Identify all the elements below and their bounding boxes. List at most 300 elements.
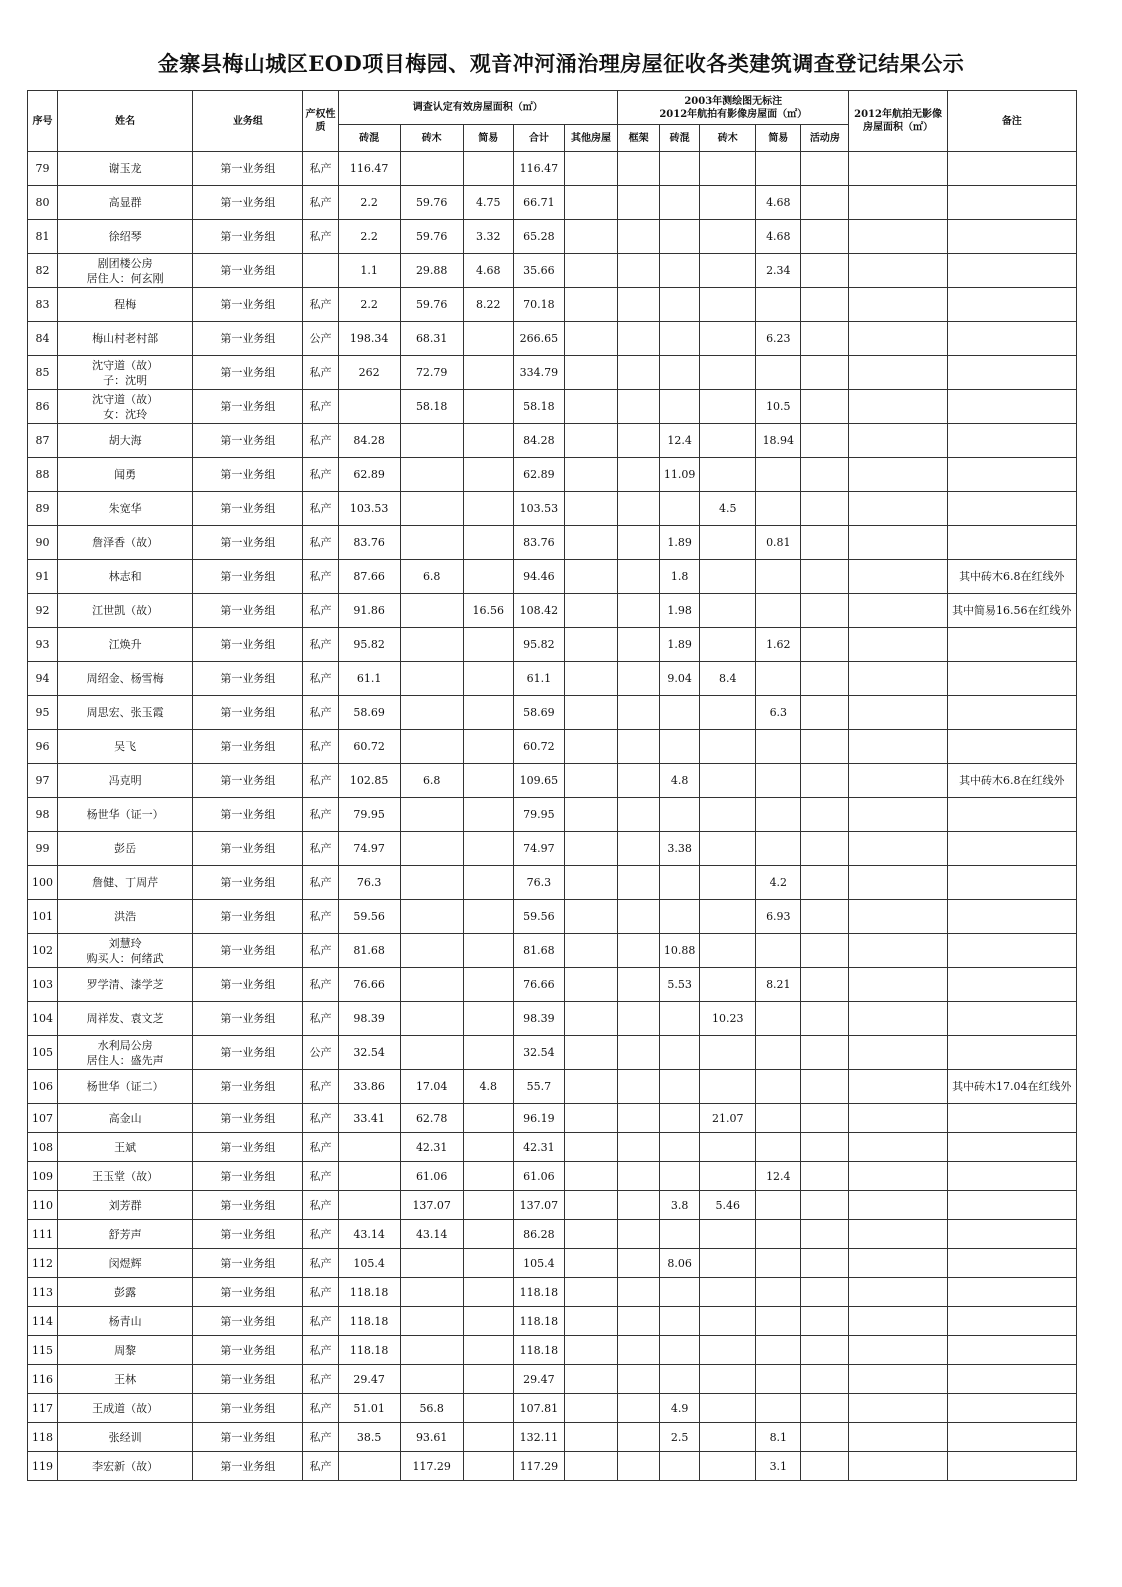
cell-map-brick-concrete [660, 254, 700, 288]
cell-group: 第一业务组 [193, 968, 303, 1002]
cell-survey-simple [463, 492, 513, 526]
cell-map-brick-concrete: 4.9 [660, 1394, 700, 1423]
cell-map-brick-concrete: 5.53 [660, 968, 700, 1002]
cell-map-frame [618, 1002, 660, 1036]
cell-property: 私产 [303, 1162, 338, 1191]
cell-survey-total: 118.18 [513, 1307, 564, 1336]
cell-remarks [947, 1394, 1076, 1423]
cell-survey-total: 84.28 [513, 424, 564, 458]
table-row [28, 1036, 1077, 1070]
cell-map-brick-concrete [660, 492, 700, 526]
cell-map-brick-concrete [660, 186, 700, 220]
cell-map-brick-concrete [660, 322, 700, 356]
cell-map-brick-wood [700, 1394, 756, 1423]
cell-survey-brick-concrete [338, 1191, 400, 1220]
cell-seq: 91 [28, 560, 58, 594]
cell-map-frame [618, 458, 660, 492]
cell-map-brick-wood [700, 1452, 756, 1481]
cell-map-simple [756, 662, 801, 696]
cell-map-frame [618, 934, 660, 968]
cell-name: 朱宽华 [58, 492, 193, 526]
cell-group: 第一业务组 [193, 900, 303, 934]
cell-survey-brick-wood [400, 832, 463, 866]
cell-survey-other [564, 1162, 617, 1191]
table-row [28, 1394, 1077, 1423]
cell-survey-total: 86.28 [513, 1220, 564, 1249]
cell-seq: 88 [28, 458, 58, 492]
table-row [28, 1307, 1077, 1336]
cell-survey-brick-wood [400, 696, 463, 730]
cell-property: 私产 [303, 866, 338, 900]
cell-map-brick-wood [700, 1036, 756, 1070]
table-row [28, 764, 1077, 798]
cell-survey-brick-wood [400, 900, 463, 934]
cell-map-brick-wood [700, 1133, 756, 1162]
cell-survey-brick-wood [400, 1249, 463, 1278]
cell-group: 第一业务组 [193, 424, 303, 458]
cell-survey-other [564, 1249, 617, 1278]
cell-map-mobile [801, 254, 849, 288]
cell-map-brick-wood [700, 594, 756, 628]
cell-group: 第一业务组 [193, 866, 303, 900]
cell-map-simple: 6.93 [756, 900, 801, 934]
cell-survey-brick-concrete: 2.2 [338, 288, 400, 322]
cell-survey-brick-wood [400, 1036, 463, 1070]
cell-survey-brick-concrete: 32.54 [338, 1036, 400, 1070]
cell-survey-simple [463, 866, 513, 900]
cell-map-brick-wood [700, 390, 756, 424]
cell-survey-other [564, 424, 617, 458]
cell-map-simple: 2.34 [756, 254, 801, 288]
cell-name: 王成道（故） [58, 1394, 193, 1423]
cell-map-mobile [801, 594, 849, 628]
cell-survey-brick-concrete: 61.1 [338, 662, 400, 696]
cell-map-brick-concrete [660, 1452, 700, 1481]
cell-survey-brick-wood: 117.29 [400, 1452, 463, 1481]
cell-survey-total: 95.82 [513, 628, 564, 662]
table-row [28, 1070, 1077, 1104]
table-row [28, 662, 1077, 696]
cell-map-frame [618, 254, 660, 288]
cell-survey-total: 32.54 [513, 1036, 564, 1070]
cell-survey-simple [463, 1002, 513, 1036]
cell-map-mobile [801, 356, 849, 390]
cell-map-brick-wood [700, 1070, 756, 1104]
cell-2012-no-image [849, 356, 947, 390]
table-row [28, 1002, 1077, 1036]
cell-map-simple [756, 1070, 801, 1104]
cell-map-brick-wood [700, 220, 756, 254]
cell-property: 私产 [303, 798, 338, 832]
cell-seq: 83 [28, 288, 58, 322]
cell-property: 私产 [303, 1365, 338, 1394]
cell-seq: 117 [28, 1394, 58, 1423]
cell-survey-brick-wood: 72.79 [400, 356, 463, 390]
cell-map-mobile [801, 220, 849, 254]
cell-survey-brick-wood [400, 492, 463, 526]
header-seq: 序号 [28, 91, 58, 152]
cell-survey-brick-wood [400, 458, 463, 492]
cell-map-brick-concrete: 8.06 [660, 1249, 700, 1278]
cell-2012-no-image [849, 866, 947, 900]
cell-map-brick-concrete: 9.04 [660, 662, 700, 696]
cell-name: 王斌 [58, 1133, 193, 1162]
cell-property: 私产 [303, 186, 338, 220]
cell-map-brick-concrete [660, 1070, 700, 1104]
cell-remarks [947, 730, 1076, 764]
cell-map-simple: 8.1 [756, 1423, 801, 1452]
cell-remarks [947, 628, 1076, 662]
cell-2012-no-image [849, 560, 947, 594]
cell-map-mobile [801, 1365, 849, 1394]
cell-map-brick-concrete [660, 1365, 700, 1394]
cell-remarks [947, 968, 1076, 1002]
cell-name: 水利局公房 居住人：盛先声 [58, 1036, 193, 1070]
cell-property: 私产 [303, 730, 338, 764]
cell-map-frame [618, 526, 660, 560]
cell-2012-no-image [849, 662, 947, 696]
cell-survey-simple [463, 526, 513, 560]
cell-group: 第一业务组 [193, 934, 303, 968]
cell-survey-brick-concrete: 105.4 [338, 1249, 400, 1278]
cell-map-brick-concrete [660, 1220, 700, 1249]
cell-survey-brick-wood [400, 152, 463, 186]
cell-remarks [947, 356, 1076, 390]
cell-survey-brick-concrete [338, 1133, 400, 1162]
cell-survey-total: 61.06 [513, 1162, 564, 1191]
cell-survey-simple [463, 832, 513, 866]
cell-remarks [947, 1002, 1076, 1036]
cell-2012-no-image [849, 526, 947, 560]
cell-survey-total: 65.28 [513, 220, 564, 254]
cell-property: 私产 [303, 594, 338, 628]
cell-survey-brick-wood [400, 594, 463, 628]
cell-group: 第一业务组 [193, 1336, 303, 1365]
cell-survey-brick-wood [400, 1336, 463, 1365]
cell-map-mobile [801, 492, 849, 526]
cell-survey-other [564, 1365, 617, 1394]
table-row [28, 356, 1077, 390]
cell-2012-no-image [849, 1133, 947, 1162]
cell-map-brick-wood: 4.5 [700, 492, 756, 526]
table-row [28, 866, 1077, 900]
table-row [28, 220, 1077, 254]
cell-map-mobile [801, 798, 849, 832]
cell-remarks [947, 1307, 1076, 1336]
header-survey-area: 调查认定有效房屋面积（㎡） [338, 91, 618, 125]
cell-map-simple [756, 1133, 801, 1162]
cell-survey-other [564, 1220, 617, 1249]
cell-remarks [947, 458, 1076, 492]
cell-group: 第一业务组 [193, 186, 303, 220]
cell-name: 杨世华（证一） [58, 798, 193, 832]
cell-survey-simple [463, 458, 513, 492]
cell-map-mobile [801, 662, 849, 696]
cell-survey-total: 58.18 [513, 390, 564, 424]
header-remarks: 备注 [947, 91, 1076, 152]
table-row [28, 1278, 1077, 1307]
cell-map-mobile [801, 322, 849, 356]
cell-seq: 111 [28, 1220, 58, 1249]
cell-2012-no-image [849, 424, 947, 458]
cell-2012-no-image [849, 798, 947, 832]
cell-name: 王玉堂（故） [58, 1162, 193, 1191]
cell-map-simple [756, 832, 801, 866]
cell-property [303, 254, 338, 288]
cell-2012-no-image [849, 288, 947, 322]
cell-name: 刘慧玲 购买人：何绪武 [58, 934, 193, 968]
cell-group: 第一业务组 [193, 1394, 303, 1423]
cell-survey-other [564, 798, 617, 832]
cell-survey-total: 35.66 [513, 254, 564, 288]
cell-map-mobile [801, 1133, 849, 1162]
cell-seq: 97 [28, 764, 58, 798]
cell-survey-simple [463, 1423, 513, 1452]
cell-survey-simple [463, 628, 513, 662]
cell-survey-simple: 4.68 [463, 254, 513, 288]
header-survey-brick-wood: 砖木 [400, 125, 463, 152]
cell-survey-brick-concrete: 118.18 [338, 1336, 400, 1365]
cell-name: 谢玉龙 [58, 152, 193, 186]
cell-map-brick-wood [700, 526, 756, 560]
cell-property: 公产 [303, 322, 338, 356]
cell-survey-other [564, 288, 617, 322]
cell-survey-simple [463, 1278, 513, 1307]
cell-seq: 116 [28, 1365, 58, 1394]
cell-2012-no-image [849, 900, 947, 934]
cell-map-mobile [801, 1191, 849, 1220]
cell-survey-other [564, 1036, 617, 1070]
cell-map-mobile [801, 730, 849, 764]
cell-survey-other [564, 1191, 617, 1220]
cell-2012-no-image [849, 696, 947, 730]
cell-map-mobile [801, 1394, 849, 1423]
cell-survey-total: 266.65 [513, 322, 564, 356]
cell-group: 第一业务组 [193, 356, 303, 390]
cell-2012-no-image [849, 1423, 947, 1452]
cell-map-frame [618, 968, 660, 1002]
cell-seq: 118 [28, 1423, 58, 1452]
table-row [28, 798, 1077, 832]
cell-map-brick-concrete: 1.8 [660, 560, 700, 594]
cell-map-brick-wood [700, 322, 756, 356]
cell-map-simple [756, 934, 801, 968]
header-map-frame: 框架 [618, 125, 660, 152]
cell-survey-brick-concrete: 33.86 [338, 1070, 400, 1104]
table-row [28, 696, 1077, 730]
cell-map-mobile [801, 560, 849, 594]
cell-map-mobile [801, 1036, 849, 1070]
cell-property: 公产 [303, 1036, 338, 1070]
table-row [28, 458, 1077, 492]
cell-property: 私产 [303, 1336, 338, 1365]
cell-seq: 119 [28, 1452, 58, 1481]
table-body [28, 152, 1077, 1481]
cell-map-simple [756, 798, 801, 832]
cell-seq: 112 [28, 1249, 58, 1278]
cell-2012-no-image [849, 934, 947, 968]
cell-map-brick-concrete [660, 1336, 700, 1365]
cell-map-mobile [801, 1162, 849, 1191]
cell-map-frame [618, 1191, 660, 1220]
cell-map-simple [756, 1220, 801, 1249]
table-row [28, 1133, 1077, 1162]
cell-property: 私产 [303, 424, 338, 458]
table-row [28, 1336, 1077, 1365]
cell-seq: 113 [28, 1278, 58, 1307]
cell-survey-total: 83.76 [513, 526, 564, 560]
cell-survey-brick-concrete: 116.47 [338, 152, 400, 186]
cell-survey-other [564, 1336, 617, 1365]
cell-survey-total: 60.72 [513, 730, 564, 764]
cell-map-mobile [801, 628, 849, 662]
cell-2012-no-image [849, 1278, 947, 1307]
cell-survey-other [564, 628, 617, 662]
table-row [28, 1104, 1077, 1133]
header-map-brick-wood: 砖木 [700, 125, 756, 152]
cell-property: 私产 [303, 492, 338, 526]
cell-map-simple [756, 1191, 801, 1220]
cell-group: 第一业务组 [193, 492, 303, 526]
table-row [28, 424, 1077, 458]
cell-survey-other [564, 900, 617, 934]
cell-map-brick-concrete: 1.89 [660, 526, 700, 560]
cell-property: 私产 [303, 390, 338, 424]
cell-name: 闵煜辉 [58, 1249, 193, 1278]
cell-map-frame [618, 1070, 660, 1104]
table-row [28, 594, 1077, 628]
cell-survey-simple [463, 1452, 513, 1481]
cell-group: 第一业务组 [193, 560, 303, 594]
cell-2012-no-image [849, 186, 947, 220]
cell-property: 私产 [303, 220, 338, 254]
cell-group: 第一业务组 [193, 1452, 303, 1481]
cell-map-simple [756, 1365, 801, 1394]
cell-name: 徐绍琴 [58, 220, 193, 254]
cell-map-mobile [801, 1423, 849, 1452]
cell-survey-brick-concrete: 76.66 [338, 968, 400, 1002]
cell-map-frame [618, 1423, 660, 1452]
cell-group: 第一业务组 [193, 390, 303, 424]
cell-remarks [947, 1365, 1076, 1394]
cell-survey-total: 137.07 [513, 1191, 564, 1220]
cell-seq: 89 [28, 492, 58, 526]
table-row [28, 1452, 1077, 1481]
cell-survey-brick-wood [400, 1307, 463, 1336]
cell-survey-brick-concrete: 262 [338, 356, 400, 390]
cell-remarks: 其中简易16.56在红线外 [947, 594, 1076, 628]
cell-map-brick-wood [700, 798, 756, 832]
cell-survey-brick-concrete: 29.47 [338, 1365, 400, 1394]
cell-remarks [947, 1104, 1076, 1133]
cell-map-frame [618, 866, 660, 900]
cell-name: 王林 [58, 1365, 193, 1394]
cell-group: 第一业务组 [193, 1191, 303, 1220]
cell-remarks [947, 1249, 1076, 1278]
cell-survey-simple [463, 1191, 513, 1220]
cell-property: 私产 [303, 832, 338, 866]
cell-map-frame [618, 628, 660, 662]
cell-name: 彭岳 [58, 832, 193, 866]
cell-survey-total: 76.3 [513, 866, 564, 900]
cell-seq: 108 [28, 1133, 58, 1162]
cell-name: 杨青山 [58, 1307, 193, 1336]
cell-name: 剧团楼公房 居住人：何玄刚 [58, 254, 193, 288]
cell-survey-other [564, 764, 617, 798]
table-row [28, 526, 1077, 560]
cell-map-brick-concrete [660, 1036, 700, 1070]
cell-map-brick-wood [700, 696, 756, 730]
cell-map-frame [618, 594, 660, 628]
cell-seq: 104 [28, 1002, 58, 1036]
cell-remarks: 其中砖木6.8在红线外 [947, 764, 1076, 798]
cell-2012-no-image [849, 832, 947, 866]
cell-remarks [947, 424, 1076, 458]
cell-survey-brick-concrete: 102.85 [338, 764, 400, 798]
cell-property: 私产 [303, 1452, 338, 1481]
cell-map-brick-wood [700, 866, 756, 900]
cell-survey-other [564, 662, 617, 696]
cell-property: 私产 [303, 628, 338, 662]
cell-survey-brick-wood [400, 730, 463, 764]
cell-survey-other [564, 356, 617, 390]
cell-map-frame [618, 424, 660, 458]
cell-survey-brick-wood: 58.18 [400, 390, 463, 424]
cell-survey-brick-wood [400, 1278, 463, 1307]
cell-name: 彭露 [58, 1278, 193, 1307]
cell-map-mobile [801, 424, 849, 458]
cell-survey-total: 117.29 [513, 1452, 564, 1481]
cell-map-brick-wood: 5.46 [700, 1191, 756, 1220]
cell-group: 第一业务组 [193, 288, 303, 322]
cell-survey-other [564, 254, 617, 288]
cell-2012-no-image [849, 1191, 947, 1220]
cell-map-simple: 3.1 [756, 1452, 801, 1481]
cell-map-brick-concrete: 3.8 [660, 1191, 700, 1220]
cell-name: 李宏新（故） [58, 1452, 193, 1481]
table-row [28, 628, 1077, 662]
cell-2012-no-image [849, 968, 947, 1002]
cell-survey-brick-wood: 68.31 [400, 322, 463, 356]
cell-name: 刘芳群 [58, 1191, 193, 1220]
cell-seq: 80 [28, 186, 58, 220]
cell-name: 胡大海 [58, 424, 193, 458]
cell-map-brick-concrete: 12.4 [660, 424, 700, 458]
header-map-brick-concrete: 砖混 [660, 125, 700, 152]
cell-2012-no-image [849, 492, 947, 526]
cell-seq: 100 [28, 866, 58, 900]
cell-survey-total: 118.18 [513, 1336, 564, 1365]
cell-survey-brick-wood [400, 866, 463, 900]
cell-2012-no-image [849, 458, 947, 492]
cell-map-brick-wood [700, 900, 756, 934]
cell-map-brick-wood [700, 968, 756, 1002]
cell-2012-no-image [849, 1249, 947, 1278]
cell-group: 第一业务组 [193, 1220, 303, 1249]
cell-property: 私产 [303, 1104, 338, 1133]
cell-name: 梅山村老村部 [58, 322, 193, 356]
cell-2012-no-image [849, 1220, 947, 1249]
cell-map-brick-wood [700, 1365, 756, 1394]
cell-map-brick-concrete: 10.88 [660, 934, 700, 968]
cell-map-mobile [801, 1220, 849, 1249]
cell-map-simple [756, 1036, 801, 1070]
cell-map-brick-concrete [660, 390, 700, 424]
cell-survey-brick-wood: 56.8 [400, 1394, 463, 1423]
cell-map-brick-wood [700, 1249, 756, 1278]
cell-name: 詹泽香（故） [58, 526, 193, 560]
cell-remarks [947, 322, 1076, 356]
